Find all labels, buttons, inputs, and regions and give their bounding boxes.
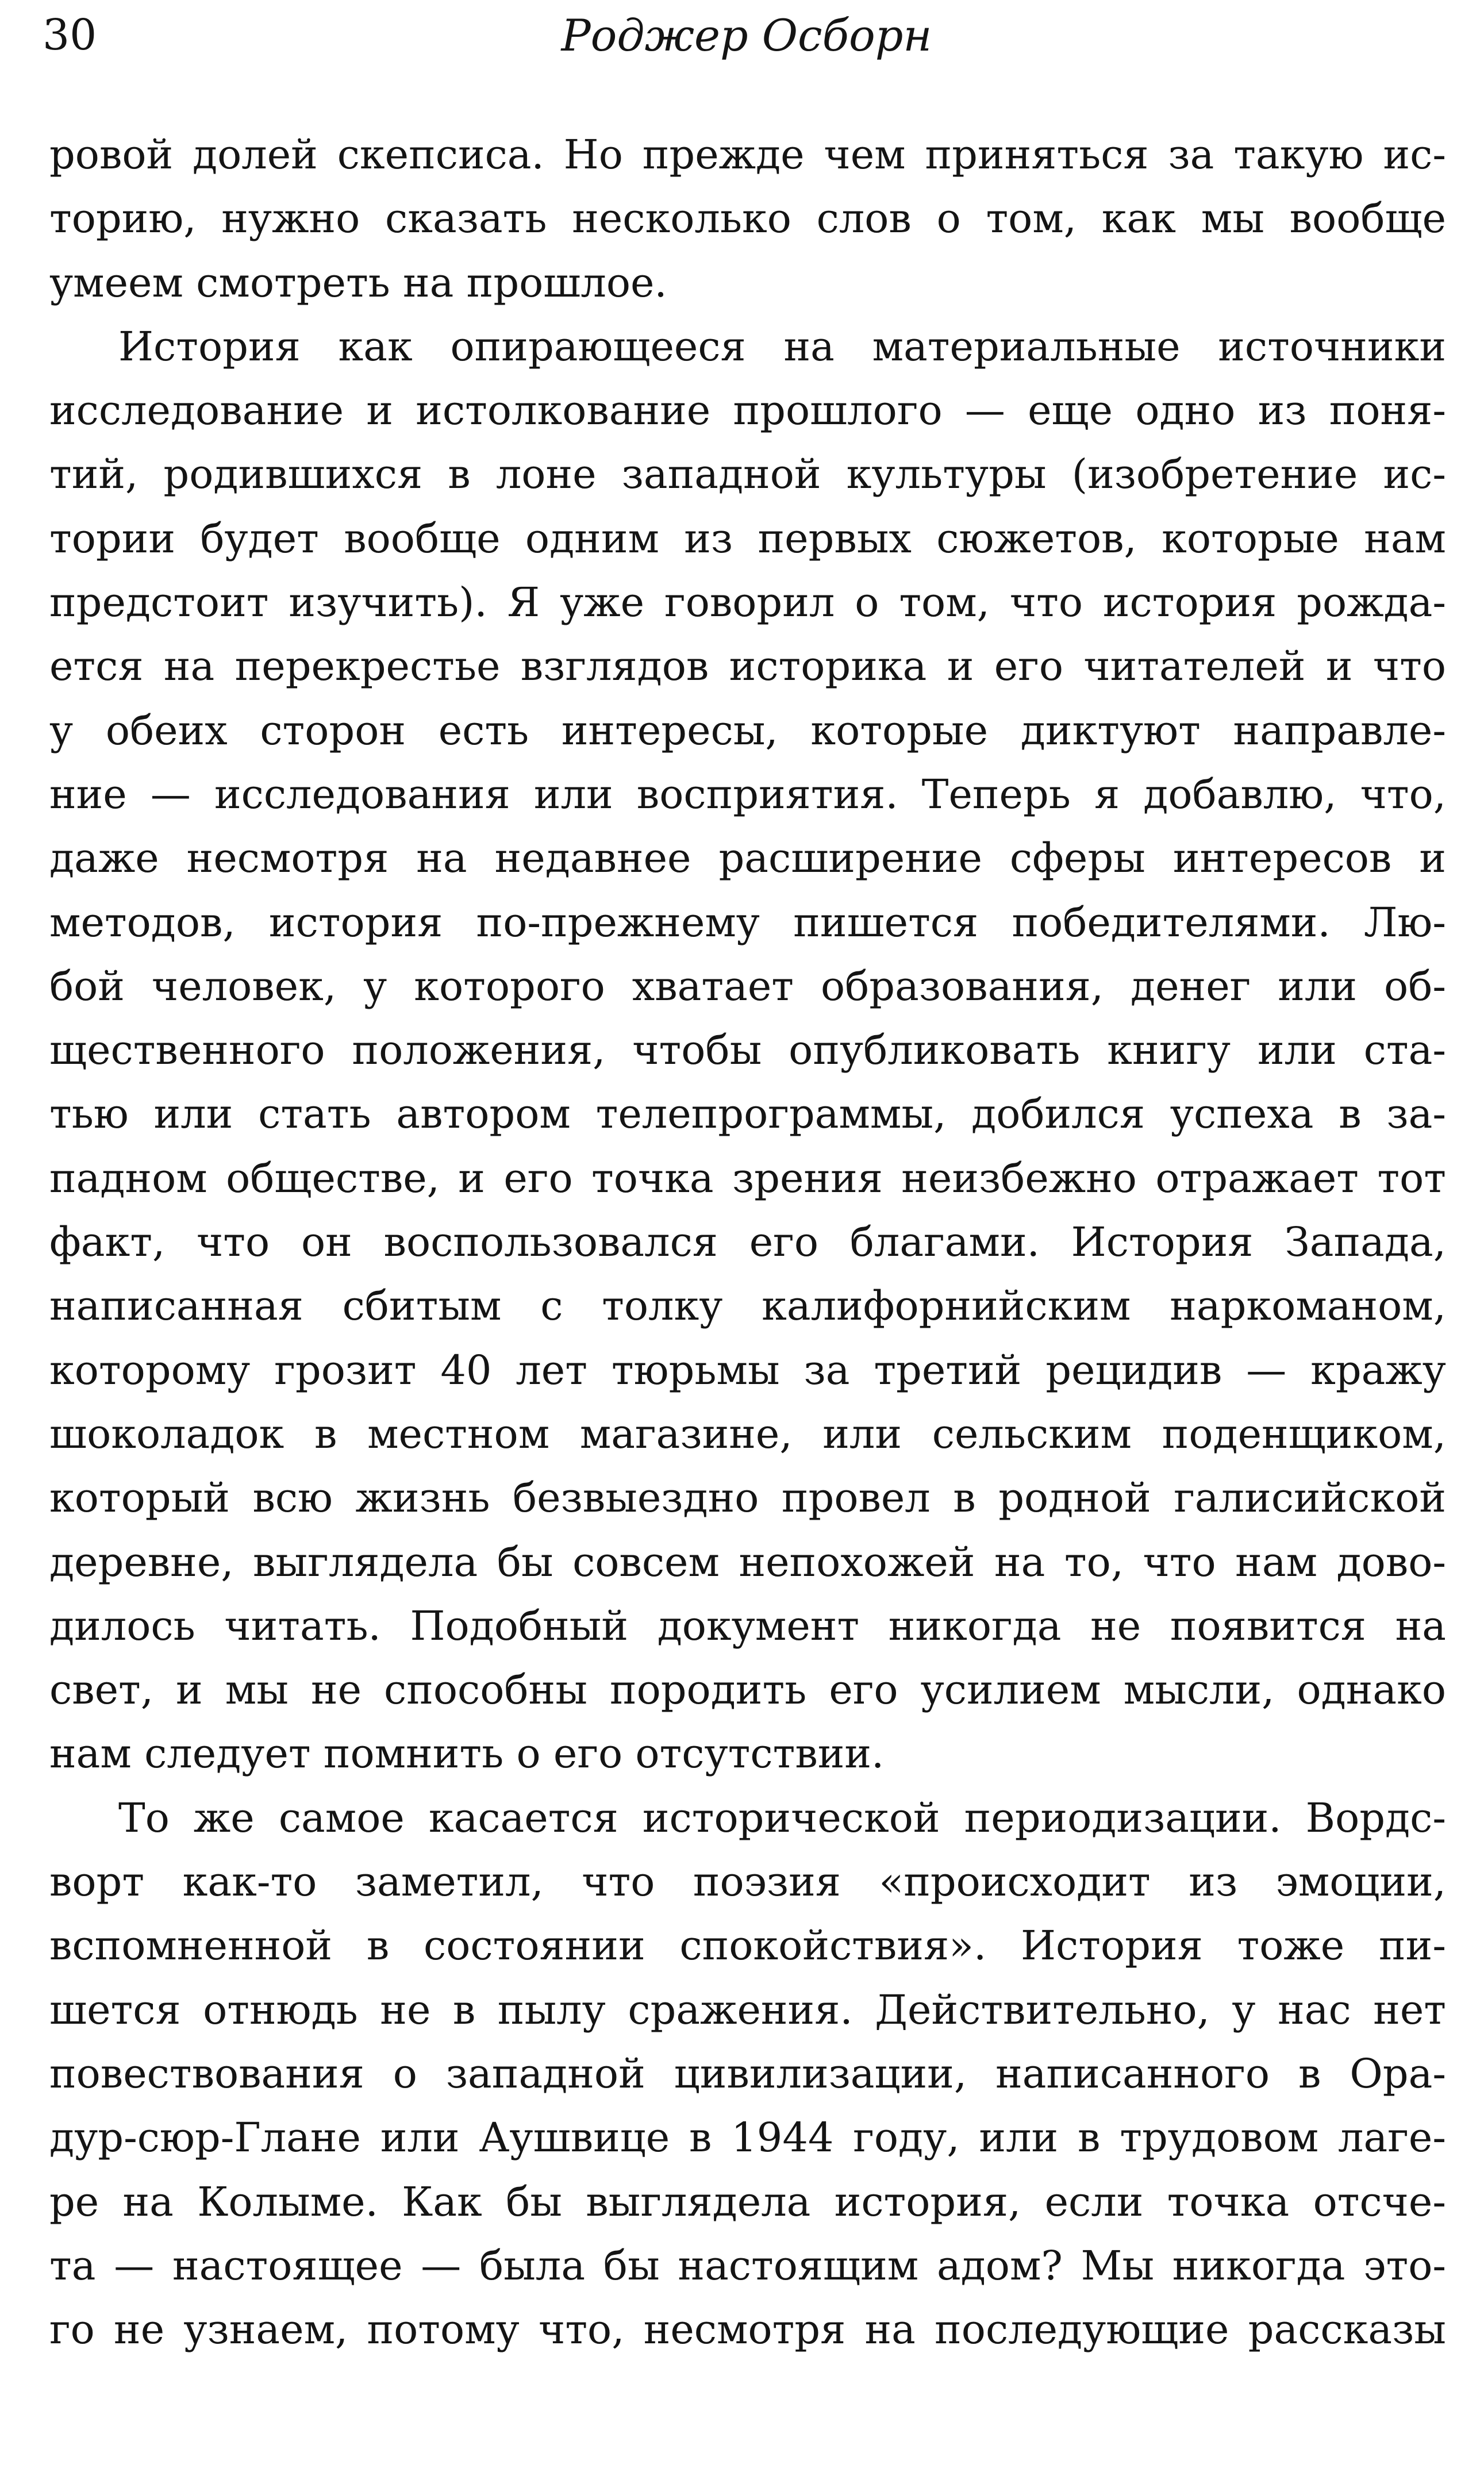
text-line: падном обществе, и его точка зрения неизбежно отражает тот — [49, 1154, 1446, 1202]
text-line: методов, история по-прежнему пишется победителями. Лю- — [49, 898, 1446, 946]
text-line: который всю жизнь безвыездно провел в родной галисийской — [49, 1474, 1446, 1522]
running-title: Роджер Осборн — [561, 10, 932, 61]
text-line: тории будет вообще одним из первых сюжетов, которые нам — [49, 514, 1446, 562]
text-line: тью или стать автором телепрограммы, добился успеха в за- — [49, 1090, 1446, 1138]
text-line: у обеих сторон есть интересы, которые диктуют направле- — [49, 706, 1446, 754]
body-text — [49, 123, 1446, 2362]
text-line: ровой долей скепсиса. Но прежде чем приняться за такую ис- — [49, 131, 1446, 178]
text-line: свет, и мы не способны породить его усилием мысли, однако — [49, 1666, 1446, 1714]
text-line: тий, родившихся в лоне западной культуры (изобретение ис- — [49, 451, 1446, 498]
text-line: та — настоящее — была бы настоящим адом? Мы никогда это- — [49, 2242, 1446, 2289]
text-line: нам следует помнить о его отсутствии. — [49, 1730, 885, 1778]
text-line: То же самое касается исторической периодизации. Вордс- — [118, 1794, 1446, 1842]
text-line: факт, что он воспользовался его благами. История Запада, — [49, 1218, 1446, 1266]
text-line: вспомненной в состоянии спокойствия». История тоже пи- — [49, 1922, 1446, 1970]
text-line: го не узнаем, потому что, несмотря на последующие рассказы — [49, 2306, 1446, 2354]
text-line: ворт как-то заметил, что поэзия «происходит из эмоции, — [49, 1858, 1446, 1906]
text-line: повествования о западной цивилизации, написанного в Ора- — [49, 2050, 1446, 2097]
text-line: ре на Колыме. Как бы выглядела история, если точка отсче- — [49, 2178, 1446, 2225]
text-line: написанная сбитым с толку калифорнийским наркоманом, — [49, 1282, 1446, 1330]
text-line: торию, нужно сказать несколько слов о том, как мы вообще — [49, 195, 1446, 243]
running-head — [43, 6, 1451, 86]
text-line: предстоит изучить). Я уже говорил о том, что история рожда- — [49, 579, 1446, 626]
text-line: шется отнюдь не в пылу сражения. Действительно, у нас нет — [49, 1986, 1446, 2033]
text-line: даже несмотря на недавнее расширение сферы интересов и — [49, 835, 1446, 882]
text-line: бой человек, у которого хватает образования, денег или об- — [49, 962, 1446, 1010]
text-line: ется на перекрестье взглядов историка и его читателей и что — [49, 643, 1446, 690]
text-line: История как опирающееся на материальные источники — [118, 322, 1446, 370]
text-line: которому грозит 40 лет тюрьмы за третий рецидив — кражу — [49, 1346, 1446, 1394]
text-line: дур-сюр-Глане или Аушвице в 1944 году, или в трудовом лаге- — [49, 2114, 1446, 2162]
text-line: ние — исследования или восприятия. Теперь я добавлю, что, — [49, 770, 1446, 818]
text-line: шоколадок в местном магазине, или сельским поденщиком, — [49, 1410, 1446, 1458]
text-line: деревне, выглядела бы совсем непохожей на то, что нам дово- — [49, 1538, 1446, 1586]
text-line: исследование и истолкование прошлого — еще одно из поня- — [49, 387, 1446, 435]
text-line: щественного положения, чтобы опубликовать книгу или ста- — [49, 1027, 1446, 1074]
text-line: дилось читать. Подобный документ никогда не появится на — [49, 1602, 1446, 1650]
page-number: 30 — [43, 10, 97, 60]
text-line: умеем смотреть на прошлое. — [49, 259, 667, 306]
